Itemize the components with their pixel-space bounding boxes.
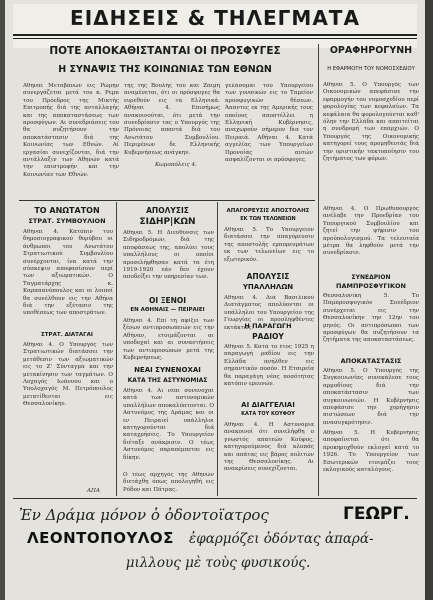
col-c-section3-subheadline: ΚΑΤΑ ΤΟΥ ΚΟΥΦΟΥ [241,411,295,417]
col-c-section2-headline: Η ΠΑΡΑΓΩΓΗ [244,322,292,330]
col-c-section-subheadline: ΥΠΑΛΛΗΛΩΝ [242,283,294,291]
column-divider [116,202,117,496]
top-story-col3: γελάσομαι του Υπουργείου των γυναικών εις το Ταμείον προσφυγικών θέσεων. Άπαντες εκ της Αμερικής τους οποίους αποστέλλει η Ελληνική Κυβέρνησις, αναχωρούν σήμερον δια τον Πειραιά. Αθήναι 4. Κατά αγγελίας των Υπουργείων Προνοίας αυτών ασφαλίζονται οι πρόσφυγες. [225,83,313,164]
col-d-headline: ΣΥΝΕΔΡΙΟΝ [351,274,391,281]
section-rule [19,200,315,201]
col-a-body: Αθήναι 4. Κατόπιν του δημοσιογραφικού θορύβου οι άνθρωποι του Ανωτάτου Στρατιωτικού Συμβουλίου συνέρχονται, ίνα κατά την σύσκεψιν αποφασίσουν περί των αξιωματικών. Ο Ταγματάρχης κ. Καραπανόπουλος και οι λοιποί θα συνέλθουν εις την Αθήνα διά την εξέτασιν της υποθέσεως των αποστράτων. [23,229,113,317]
col-a-signature: ΑΠΑ [87,488,100,494]
col-a-body2: Αθήναι 4. Ο Υπουργός των Στρατιωτικών διατάσσει την μετάθεσιν των αξιωματικών εις το Ζ' Σύνταγμα και την μετακίνησιν των ταγμάτων. Ο Λοχαγός Ιωάννου και ο Υπολοχαγός Μ. Πετρόπουλος μετατίθενται εις Θεσσαλονίκην. [23,342,113,408]
col-d-body3: Αθήναι 5. Ο Υπουργός της Συγκοινωνίας συνεκάλεσε τους αρμοδίους διά την αποκατάστασιν των συγκοινωνιών. Η Κυβέρνησις απεφάσισε την χορήγησιν πιστώσεων διά την ανασυγκρότησιν. [323,368,419,426]
col-c-subheadline: ΕΚ ΤΩΝ ΤΕΛΩΝΕΙΩΝ [240,216,296,222]
sidebar-headline: ΟΡΑΦΗΡΟΓΥΝΗ [329,45,413,56]
col-d-body: Αθήναι 4. Ο Πρωθυπουργός ανέλαβε την Προεδρίαν του Υπουργικού Συμβουλίου και ζητεί την ψήφισιν του προϋπολογισμού. Τα τελευταία μέτρα θα ληφθούν μετά την συνεδρίασιν. [323,206,419,257]
top-story-subheadline: Η ΣΥΝΑΨΙΣ ΤΗΣ ΚΟΙΝΩΝΙΑΣ ΤΩΝ ΕΘΝΩΝ [58,64,272,75]
ad-line-3: μιλλους μὲ τοὺς φυσικούς. [125,555,311,571]
dentist-advertisement [13,502,417,584]
col-b-section-subheadline: ΕΝ ΑΘΗΝΑΙΣ — ΠΕΙΡΑΙΕΙ [130,307,205,313]
top-story-col1: Αθήναι Μεταβάνων εις Ρώμην συνεργάζεται μετά του κ. Ρεμπ του Πρόεδρος της Μικτής Επιτροπής διά της ανταλλαγής και της αποκαταστάσεως των προσφύγων. Αι συνεδριάσεις του θα συζητήσουν την αποκατάστασιν διά της Κοινωνίας των Εθνών. Αί εργασίαι συνεχίζονται, διά την αντάλλαξιν των Αθηνών κατά την επιστροφήν και την Κοινωνίαν των Εθνών. [23,83,119,178]
col-d-section-headline: ΑΠΟΚΑΤΑΣΤΑΣΙΣ [340,357,402,365]
column-divider [318,44,319,496]
col-d-subheadline: ΠΑΜΠΡΟΣΦΥΓΙΚΟΝ [336,282,406,290]
ad-name-last: ΛΕΟΝΤΟΠΟΥΛΟΣ [27,529,174,547]
col-b-body2: Αθήναι 4. Επί τη αφίξει των ξένων αντιπροσωπειών εις την Αθήναν, ετοιμάζονται αι υποδοχαί και αι συναντήσεις των αντιπροσώπων μετά της Κυβερνήσεως. [123,318,214,362]
col-b-section-headline: ΟΙ ΞΕΝΟΙ [148,296,187,305]
col-b-section2-headline: ΝΕΑΙ ΣΥΝΕΝΟΧΑΙ [134,366,201,374]
col-c-body3: Αθήναι 5. Κατά το έτος 1925 η παραγωγή ραδίου εις την Ελλάδα ανήλθεν εις σημαντικόν ποσόν. Η Εταιρεία θα παραγάγη νέας ποσότητας κατόπιν ερευνών. [224,344,314,388]
ad-line-2: ἐφαρμόζει ὀδόντας ἀπαρά- [189,531,374,547]
masthead-rule [13,34,417,36]
col-b-headline: ΑΠΟΛΥΣΙΣ [146,206,189,215]
top-story-col2-sig: Κωμοπόλεις 4. [155,162,197,168]
col-a-section-headline: ΣΤΡΑΤ. ΔΙΑΤΑΓΑΙ [41,332,93,338]
col-b-body3: Αθήναι 4. Αι νέαι συνενοχαί κατά των αστυνομικών υπαλλήλων αποκαλύπτονται. Ο Αστυνόμος της Δράμας και οι εν Πειραιεί υπάλληλοι κατηγορούνται διά καταχρήσεις. Το Υπουργείον διέταξε ανάκρισιν. Ο τέως Αστυνόμος παραπέμπεται εις δίκην. [123,388,214,461]
ad-line-1: Ἐν Δράμα μόνον ὁ ὀδοντοϊατρος [19,506,269,524]
newspaper-page [5,0,425,600]
col-b-subheadline: ΣΙΔΗΡ|ΚΩΝ [139,217,196,227]
col-c-headline: ΑΠΑΓΟΡΕΥΣΙΣ ΑΠΟΣΤΟΛΗΣ [226,208,310,214]
ad-top-rule [13,498,417,499]
sidebar-body: Αθήναι 5. Ο Υπουργός των Οικονομικών απεφάσισε την εφαρμογήν του νομοσχεδίου περί φορολογίας των κεφαλαίων. Τα κεφάλαια θα φορολογούνται καθ' όλην την Ελλάδα και απαιτείται η συνδρομή των επαρχιών. Ο Υπουργός της Οικονομικής κατηγορεί τους προμηθευτάς διά την οριστικήν τακτοποίησιν του ζητήματος των φόρων. [323,82,419,163]
col-b-body4: Ο τέως αρχηγός της Αθηνών διετάχθη όπως απολογηθή εις Ρόδον και Πάτρας. [123,472,214,493]
ad-name-first: ΓΕΩΡΓ. [343,504,410,524]
top-story-headline: ΠΟΤΕ ΑΠΟΚΑΘΙΣΤΑΝΤΑΙ ΟΙ ΠΡΟΣΦΥΓΕΣ [49,45,281,57]
col-c-section-headline: ΑΠΟΛΥΣΙΣ [246,272,290,281]
col-d-body2: Θεσσαλονίκη 5. Το Παμπροσφυγικόν Συνέδριον συνέρχεται εις την Θεσσαλονίκην την 12ην του μηνός. Οι αντιπρόσωποι των προσφύγων θα συζητήσουν τα ζητήματα της αποκαταστάσεως. [323,293,419,344]
col-c-section2-subheadline: ΡΑΔΙΟΥ [252,332,284,341]
column-divider [217,202,218,496]
top-story-col2: της της Βουλής του και Ζαϊμη αναμένεται, ότι οι πρόσφυγες θα ευρεθούν εις τα Ελληνικά. Αθήναι 4. Επισήμως ανακοινούται, ότι μετά την συνεδρίασιν τας ο Υπουργός της Πρόνοιας απαντά διά του Ανωτάτου Συμβουλίου. Περιμένων δε Ελληνικής Κυβερνήσεως ανάγκην. [124,83,220,156]
masthead [13,4,417,48]
col-b-section2-subheadline: ΚΑΤΑ ΤΗΣ ΑΣΤΥΝΟΜΙΑΣ [127,377,208,384]
col-d-body4: Αθήναι 5. Η Κυβέρνησις αποφαίνεται ότι θα προκηρυχθούν εκλογαί κατά το 1926. Το Υπουργείον των Εσωτερικών ετοιμάζει τους εκλογικούς καταλόγους. [323,430,419,474]
masthead-rule-thin [13,38,417,39]
sidebar-subheadline: Η ΕΦΑΡΜΟΓΗ ΤΟΥ ΝΟΜΟΣΧΕΔΙΟΥ [327,66,415,72]
col-c-body4: Αθήναι 4. Η Αστυνομία ανακοινοί ότι συνελήφθη ο γνωστός απατεών Κούφος, κατηγορούμενος διά κλοπάς και απάτας εις βάρος πολιτών της Θεσσαλονίκης. Αι ανακρίσεις συνεχίζονται. [224,422,314,473]
col-b-body: Αθήναι 5. Η Διεύθυνσις των Σιδηροδρόμων, διά της αποφάσεως της, απολύει τους υπαλλήλους οι οποίοι προσελήφθησαν κατά τα έτη 1919-1920 εάν δεν έχουν αποδείξει την υπηρεσίαν των. [123,230,214,281]
col-a-subheadline: ΣΤΡΑΤ. ΣΥΜΒΟΥΛΙΟΝ [28,217,106,225]
scan-edge [425,0,433,600]
col-c-body2: Αθήναι 4. Διά Βασιλικού Διατάγματος απολύονται οι υπάλληλοι του Υπουργείου της Γεωργίας οι προσληφθέντες εκτάκτως. [224,295,314,331]
col-c-section3-headline: ΑΙ ΔΙΑΓΓΕΛΙΑΙ [241,401,295,409]
col-a-headline: ΤΟ ΑΝΩΤΑΤΟΝ [34,206,100,215]
col-c-body: Αθήναι 5. Το Υπουργείον διατάσσει την απαγόρευσιν της αποστολής εμπορευμάτων εκ των τελωνείων εις το εξωτερικόν. [224,227,314,263]
masthead-title: ΕΙΔΗΣΕΙΣ & ΤΗΛΕΓΜΑΤΑ [70,6,360,30]
